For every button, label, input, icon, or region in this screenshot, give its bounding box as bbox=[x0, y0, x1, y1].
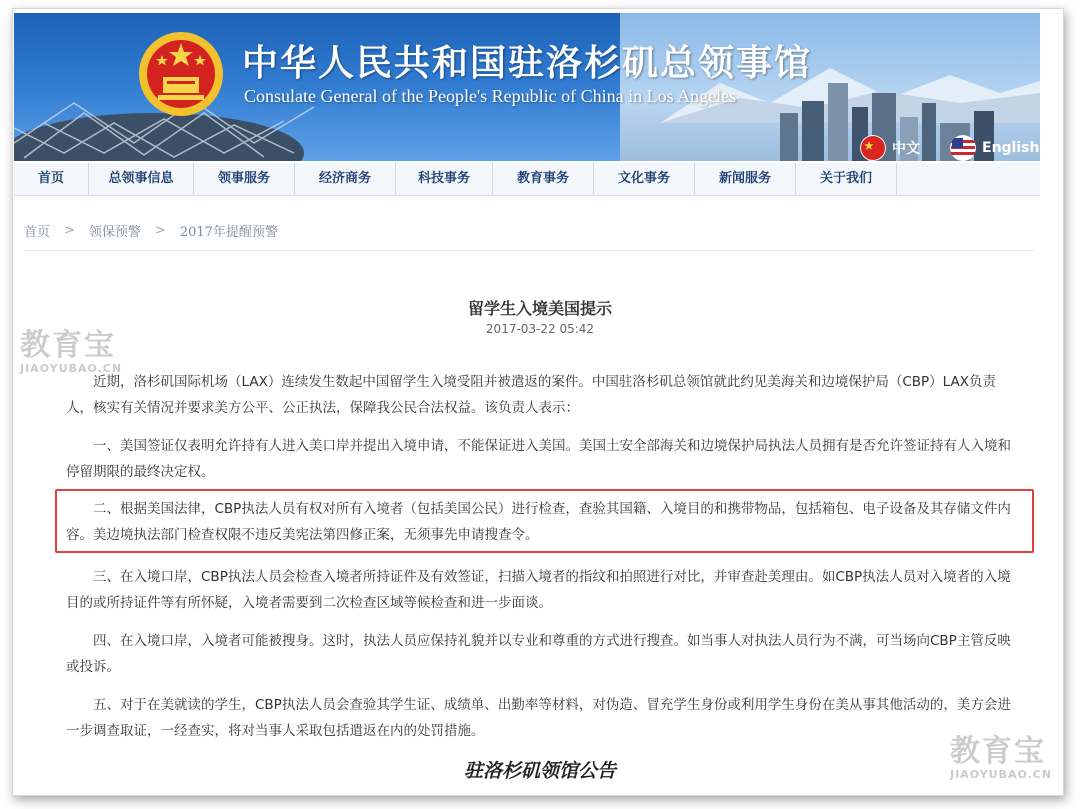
language-label-english: English bbox=[982, 140, 1040, 156]
nav-item-news[interactable]: 新闻服务 bbox=[695, 163, 796, 195]
us-flag-icon bbox=[950, 135, 976, 161]
article-date: 2017-03-22 05:42 bbox=[485, 322, 595, 336]
site-title-english: Consulate General of the People's Republic of China in Los Angeles bbox=[244, 86, 737, 106]
main-nav bbox=[14, 163, 1040, 196]
nav-item-consul-general[interactable]: 总领事信息 bbox=[89, 163, 194, 195]
watermark-text: 教育宝 bbox=[20, 328, 116, 363]
breadcrumb-divider bbox=[24, 250, 1034, 251]
china-flag-icon bbox=[860, 135, 886, 161]
nav-item-education[interactable]: 教育事务 bbox=[493, 163, 594, 195]
announcement-caption: 驻洛杉矶领馆公告 bbox=[463, 760, 616, 782]
language-label-chinese: 中文 bbox=[892, 141, 920, 157]
watermark-left bbox=[20, 330, 122, 375]
article-paragraph-highlighted: 二、根据美国法律，CBP执法人员有权对所有入境者（包括美国公民）进行检查，查验其国籍、入境目的和携带物品，包括箱包、电子设备及其存储文件内容。美边境执法部门检查权限不违反美宪法第四修正案，无须事先申请搜查令。 bbox=[66, 501, 1011, 543]
breadcrumb bbox=[24, 221, 278, 240]
watermark-text: 教育宝 bbox=[950, 734, 1046, 769]
site-banner bbox=[14, 13, 1040, 161]
site-title-chinese: 中华人民共和国驻洛杉矶总领事馆 bbox=[242, 42, 813, 84]
breadcrumb-2017-alerts[interactable]: 2017年提醒预警 bbox=[179, 225, 278, 240]
breadcrumb-separator: > bbox=[64, 223, 75, 238]
national-emblem-icon bbox=[138, 29, 224, 119]
language-switch-english[interactable] bbox=[950, 135, 1039, 161]
article-paragraph: 一、美国签证仅表明允许持有人进入美口岸并提出入境申请，不能保证进入美国。美国土安全部海关和边境保护局执法人员拥有是否允许签证持有人入境和停留期限的最终决定权。 bbox=[66, 438, 1011, 480]
watermark-domain: JIAOYUBAO.CN bbox=[20, 362, 123, 375]
article-paragraph: 近期，洛杉矶国际机场（LAX）连续发生数起中国留学生入境受阻并被遣返的案件。中国驻洛杉矶总领馆就此约见美海关和边境保护局（CBP）LAX负责人，核实有关情况并要求美方公平、公正执法，保障我公民合法权益。该负责人表示： bbox=[66, 374, 996, 416]
article-paragraph: 四、在入境口岸，入境者可能被搜身。这时，执法人员应保持礼貌并以专业和尊重的方式进行搜查。如当事人对执法人员行为不满，可当场向CBP主管反映或投诉。 bbox=[66, 633, 1011, 675]
breadcrumb-warnings[interactable]: 领保预警 bbox=[88, 225, 141, 240]
language-switch-chinese[interactable] bbox=[860, 135, 920, 161]
nav-item-about[interactable]: 关于我们 bbox=[796, 163, 897, 195]
nav-item-science[interactable]: 科技事务 bbox=[396, 163, 493, 195]
nav-item-consular-services[interactable]: 领事服务 bbox=[194, 163, 295, 195]
breadcrumb-home[interactable]: 首页 bbox=[24, 225, 51, 240]
article-title: 留学生入境美国提示 bbox=[467, 299, 612, 318]
watermark-right bbox=[950, 736, 1052, 781]
nav-item-economic[interactable]: 经济商务 bbox=[295, 163, 396, 195]
article-paragraph: 三、在入境口岸，CBP执法人员会检查入境者所持证件及有效签证，扫描入境者的指纹和拍照进行对比，并审查赴美理由。如CBP执法人员对入境者的入境目的或所持证件等有所怀疑，入境者需要到二次检查区域等候检查和进一步面谈。 bbox=[66, 569, 1011, 611]
watermark-domain: JIAOYUBAO.CN bbox=[950, 768, 1053, 781]
nav-item-home[interactable]: 首页 bbox=[14, 163, 89, 195]
breadcrumb-separator: > bbox=[154, 223, 166, 238]
article-paragraph: 五、对于在美就读的学生，CBP执法人员会查验其学生证、成绩单、出勤率等材料，对伪造、冒充学生身份或利用学生身份在美从事其他活动的，美方会进一步调查取证，一经查实，将对当事人采取包括遣返在内的处罚措施。 bbox=[66, 697, 1011, 739]
highlight-box bbox=[55, 489, 1034, 553]
nav-item-culture[interactable]: 文化事务 bbox=[594, 163, 695, 195]
